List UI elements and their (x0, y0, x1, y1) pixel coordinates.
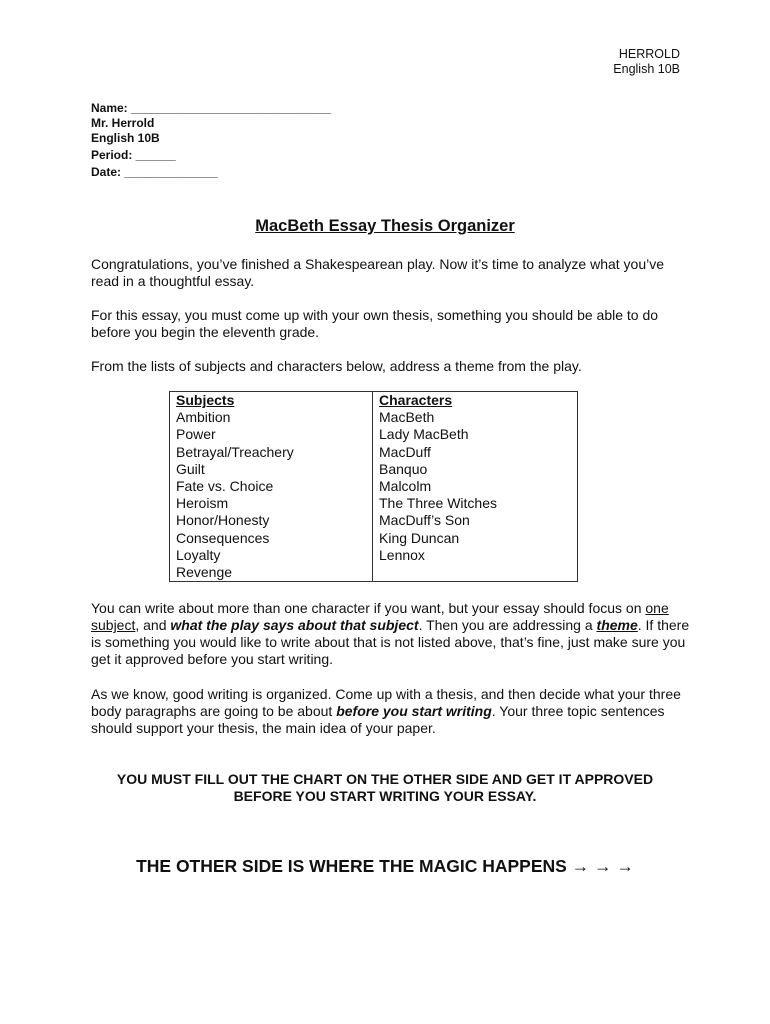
before-writing-emphasis: before you start writing (336, 703, 492, 719)
instruction-notice (0, 771, 770, 805)
instruction-line-1: YOU MUST FILL OUT THE CHART ON THE OTHER SIDE AND GET IT APPROVED (116, 771, 654, 787)
focus-text-3: . Then you are addressing a (418, 617, 597, 633)
character-item: Malcolm (379, 478, 432, 495)
teacher-line: Mr. Herrold (91, 116, 155, 130)
subject-item: Honor/Honesty (176, 512, 270, 529)
page-header (613, 47, 680, 77)
characters-header: Characters (379, 392, 453, 408)
name-field: Name: ______________________________ (91, 101, 332, 115)
instruction-line-2: BEFORE YOU START WRITING YOUR ESSAY. (233, 788, 537, 804)
subject-item: Revenge (176, 564, 233, 581)
character-item: King Duncan (379, 529, 460, 546)
header-teacher: HERROLD (618, 47, 680, 61)
subject-item: Ambition (176, 409, 231, 426)
subjects-list (176, 409, 366, 581)
period-field: Period: ______ (91, 148, 176, 162)
focus-text-4: . If there is something you would like to write about that is not listed above, that’s fine, just make sure you get it approved before you start writing. (91, 617, 690, 667)
character-item: Lennox (379, 546, 425, 563)
organization-text-2: . Your three topic sentences should support your thesis, the main idea of your paper. (91, 703, 665, 736)
student-info-block (91, 101, 331, 180)
subject-item: Loyalty (176, 546, 221, 563)
intro-paragraph-1: Congratulations, you’ve finished a Shakespearean play. Now it’s time to analyze what you’ve read in a thoughtful essay. (91, 256, 665, 289)
subject-emphasis: what the play says about that subject (170, 617, 419, 633)
one-subject-emphasis: one subject (91, 600, 669, 633)
characters-list (379, 409, 571, 564)
character-item: MacBeth (379, 409, 435, 426)
other-side-callout: THE OTHER SIDE IS WHERE THE MAGIC HAPPENS → → → (136, 856, 634, 876)
subject-item: Consequences (176, 529, 270, 546)
character-item: MacDuff (379, 443, 431, 460)
character-item: MacDuff’s Son (379, 512, 470, 529)
course-line: English 10B (91, 131, 160, 145)
subjects-characters-table (169, 391, 578, 582)
focus-paragraph (91, 600, 691, 668)
intro-paragraph-3: From the lists of subjects and characters below, address a theme from the play. (91, 358, 582, 374)
organization-text-1: As we know, good writing is organized. Come up with a thesis, and then decide what your three body paragraphs are going to be about (91, 686, 681, 719)
character-item: The Three Witches (379, 495, 498, 512)
focus-text-1: You can write about more than one character if you want, but your essay should focus on (91, 600, 646, 616)
character-item: Banquo (379, 460, 428, 477)
header-course: English 10B (613, 62, 680, 76)
subject-item: Guilt (176, 460, 205, 477)
subject-item: Power (176, 426, 216, 443)
date-field: Date: ______________ (91, 165, 218, 179)
document-title: MacBeth Essay Thesis Organizer (255, 217, 515, 235)
intro-paragraph-2: For this essay, you must come up with your own thesis, something you should be able to do before you begin the eleventh grade. (91, 307, 659, 340)
subject-item: Heroism (176, 495, 229, 512)
characters-column (373, 392, 578, 582)
focus-text-2: , and (135, 617, 171, 633)
subjects-column (170, 392, 373, 582)
theme-emphasis: theme (596, 617, 638, 633)
subjects-header: Subjects (176, 392, 235, 408)
character-item: Lady MacBeth (379, 426, 469, 443)
subject-item: Betrayal/Treachery (176, 443, 294, 460)
organization-paragraph (91, 686, 691, 737)
table-row (170, 392, 578, 582)
subject-item: Fate vs. Choice (176, 478, 274, 495)
